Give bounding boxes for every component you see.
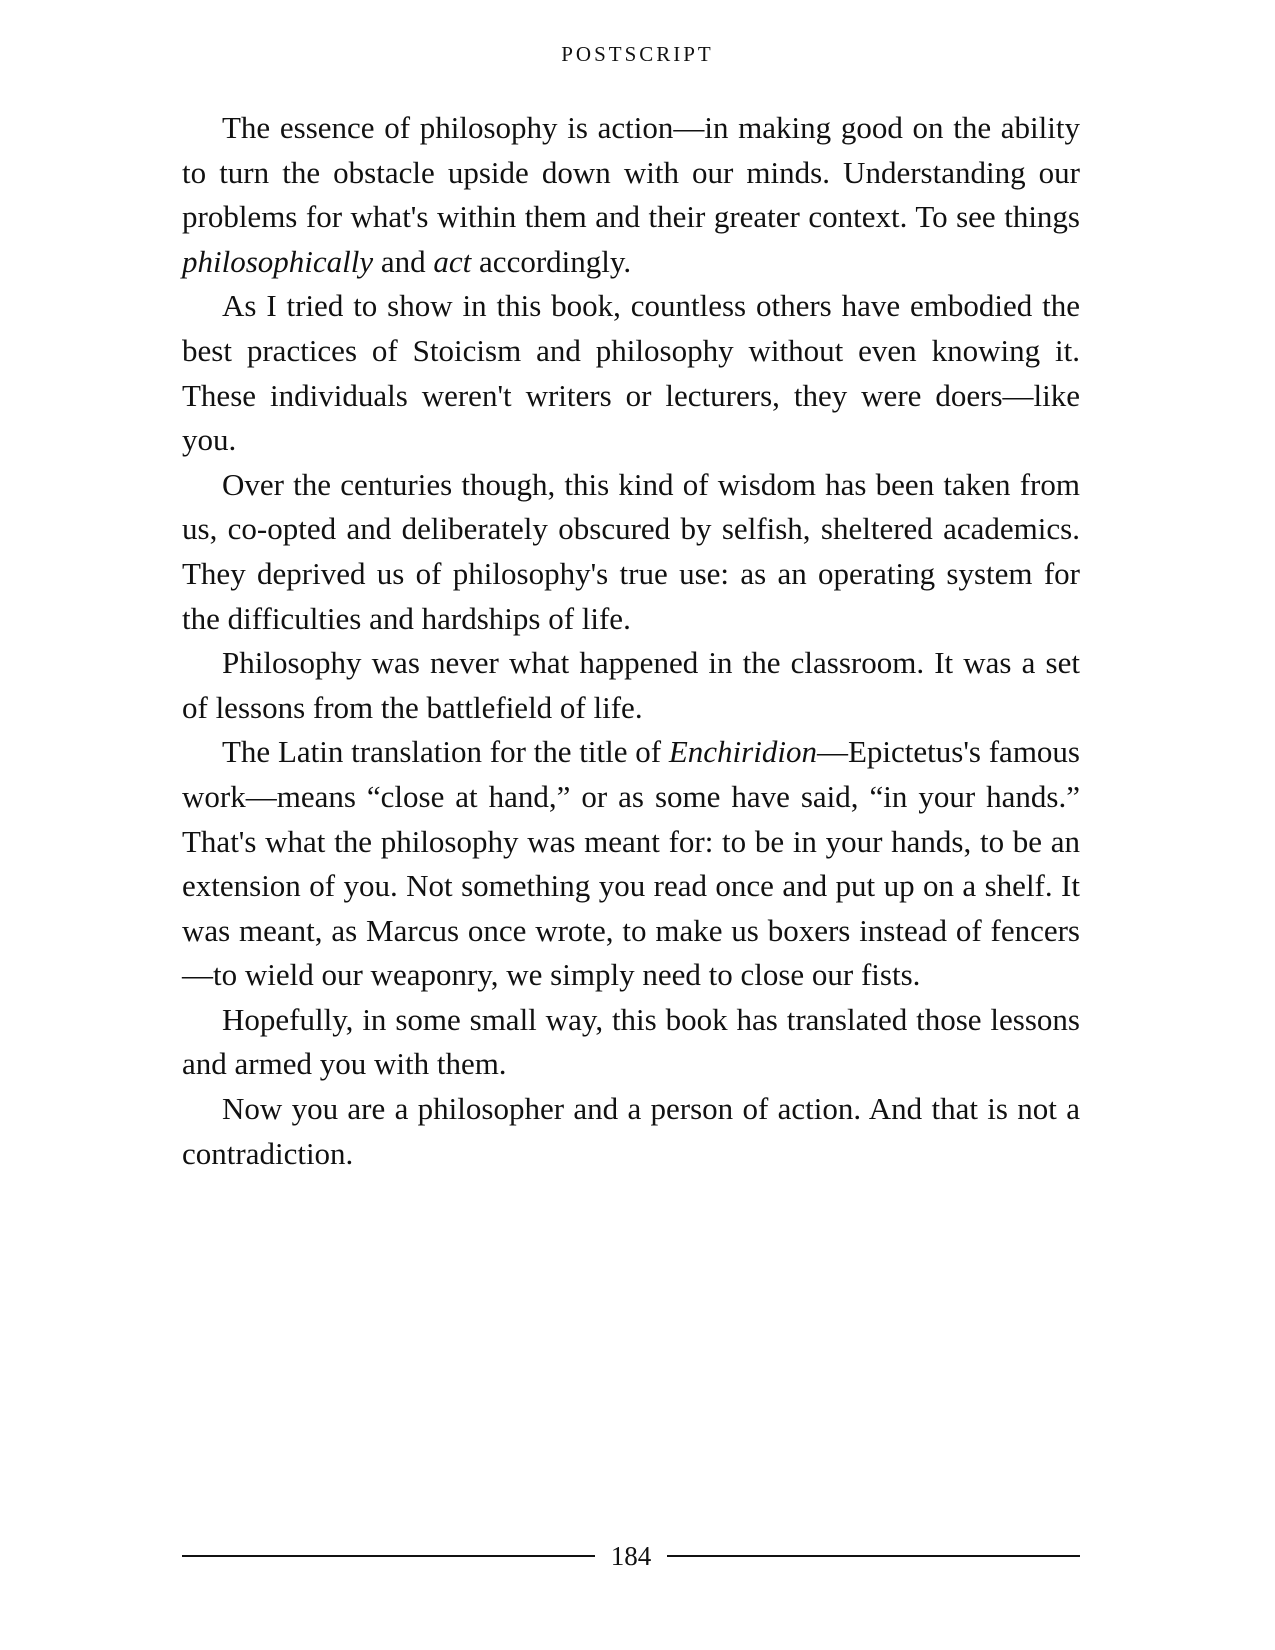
paragraph bbox=[182, 730, 1080, 998]
footer-rule-left bbox=[182, 1555, 595, 1557]
paragraph bbox=[182, 463, 1080, 641]
text-segment: Hopefully, in some small way, this book has translated those lessons and armed you with them. bbox=[182, 1001, 1080, 1082]
paragraph bbox=[182, 998, 1080, 1087]
body-text bbox=[182, 106, 1080, 1176]
footer-rule-right bbox=[667, 1555, 1080, 1557]
paragraph bbox=[182, 284, 1080, 462]
italic-segment: philosophically bbox=[182, 243, 374, 279]
paragraph bbox=[182, 1087, 1080, 1176]
text-segment: —Epictetus's famous work—means “close at hand,” or as some have said, “in your hands.” That's what the philosophy was meant for: to be in your hands, to be an extension of you. Not something you read once and put up on a shelf. It was meant, as Marcus once wrote, to make us boxers instead of fencers—to wield our weaponry, we simply need to close our fists. bbox=[182, 734, 1080, 993]
running-head: POSTSCRIPT bbox=[561, 42, 714, 66]
text-segment: The Latin translation for the title of bbox=[222, 734, 669, 770]
italic-segment: Enchiridion bbox=[668, 734, 817, 770]
text-segment: Over the centuries though, this kind of wisdom has been taken from us, co-opted and deliberately obscured by selfish, sheltered academics. They deprived us of philosophy's true use: as an operating system for the difficulties and hardships of life. bbox=[182, 466, 1080, 636]
text-segment: and bbox=[373, 243, 434, 279]
text-segment: The essence of philosophy is action—in making good on the ability to turn the obstacle upside down with our minds. Understanding our problems for what's within them and their greater context. To see things bbox=[182, 110, 1080, 235]
page-number: 184 bbox=[610, 1540, 652, 1571]
italic-segment: act bbox=[433, 243, 472, 279]
text-segment: accordingly. bbox=[471, 243, 632, 279]
page-footer bbox=[182, 1536, 1080, 1576]
paragraph bbox=[182, 641, 1080, 730]
text-segment: As I tried to show in this book, countless others have embodied the best practices of Stoicism and philosophy without even knowing it. These individuals weren't writers or lecturers, they were doers—like you. bbox=[182, 288, 1080, 458]
text-segment: Philosophy was never what happened in the classroom. It was a set of lessons from the battlefield of life. bbox=[182, 645, 1080, 725]
paragraph bbox=[182, 106, 1080, 284]
text-segment: Now you are a philosopher and a person of action. And that is not a contradiction. bbox=[182, 1091, 1080, 1171]
